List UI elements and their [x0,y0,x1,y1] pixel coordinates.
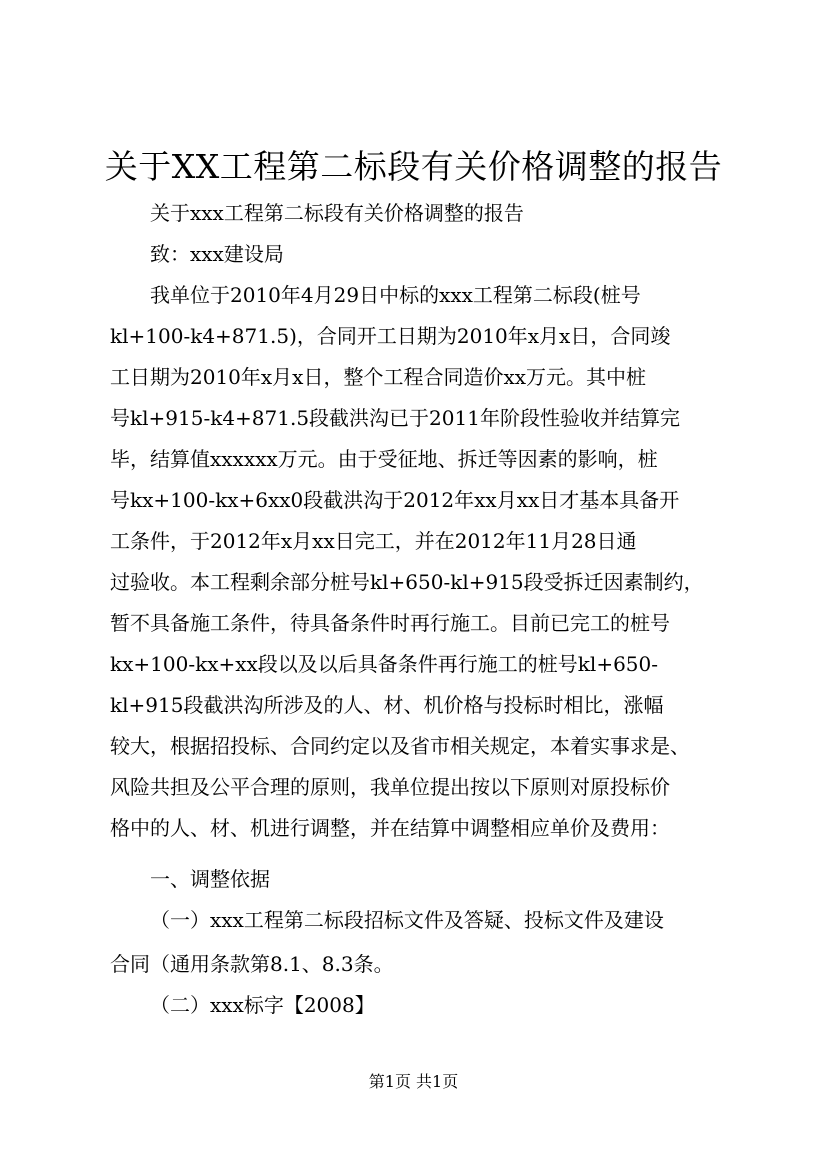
item-line: （一）xxx工程第二标段招标文件及答疑、投标文件及建设 [150,908,664,932]
paragraph-line: 号kl+915-k4+871.5段截洪沟已于2011年阶段性验收并结算完 [110,406,680,430]
section-heading: 一、调整依据 [150,867,270,891]
document-title: 关于XX工程第二标段有关价格调整的报告 [104,147,723,186]
item-line: 合同（通用条款第8.1、8.3条。 [110,952,394,976]
paragraph-line: 较大，根据招投标、合同约定以及省市相关规定，本着实事求是、 [110,734,690,758]
document-subtitle: 关于xxx工程第二标段有关价格调整的报告 [150,201,524,225]
paragraph-line: kl+915段截洪沟所涉及的人、材、机价格与投标时相比，涨幅 [110,693,664,717]
paragraph-line: 过验收。本工程剩余部分桩号kl+650-kl+915段受拆迁因素制约， [110,570,704,594]
paragraph-line: 工日期为2010年x月x日，整个工程合同造价xx万元。其中桩 [110,365,647,389]
item-line: （二）xxx标字【2008】 [150,993,375,1017]
paragraph-line: 暂不具备施工条件，待具备条件时再行施工。目前已完工的桩号 [110,611,670,635]
paragraph-line: kx+100-kx+xx段以及以后具备条件再行施工的桩号kl+650- [110,652,659,676]
paragraph-line: kl+100-k4+871.5)，合同开工日期为2010年x月x日，合同竣 [110,324,671,348]
page-footer: 第1页 共1页 [368,1072,459,1091]
paragraph-line: 号kx+100-kx+6xx0段截洪沟于2012年xx月xx日才基本具备开 [110,488,680,512]
paragraph-line: 毕，结算值xxxxxx万元。由于受征地、拆迁等因素的影响，桩 [110,447,658,471]
paragraph-line: 格中的人、材、机进行调整，并在结算中调整相应单价及费用： [110,816,670,840]
recipient-line: 致：xxx建设局 [150,242,284,266]
paragraph-line: 工条件，于2012年x月xx日完工，并在2012年11月28日通 [110,529,637,553]
paragraph-line: 我单位于2010年4月29日中标的xxx工程第二标段(桩号 [150,283,641,307]
paragraph-line: 风险共担及公平合理的原则，我单位提出按以下原则对原投标价 [110,775,670,799]
